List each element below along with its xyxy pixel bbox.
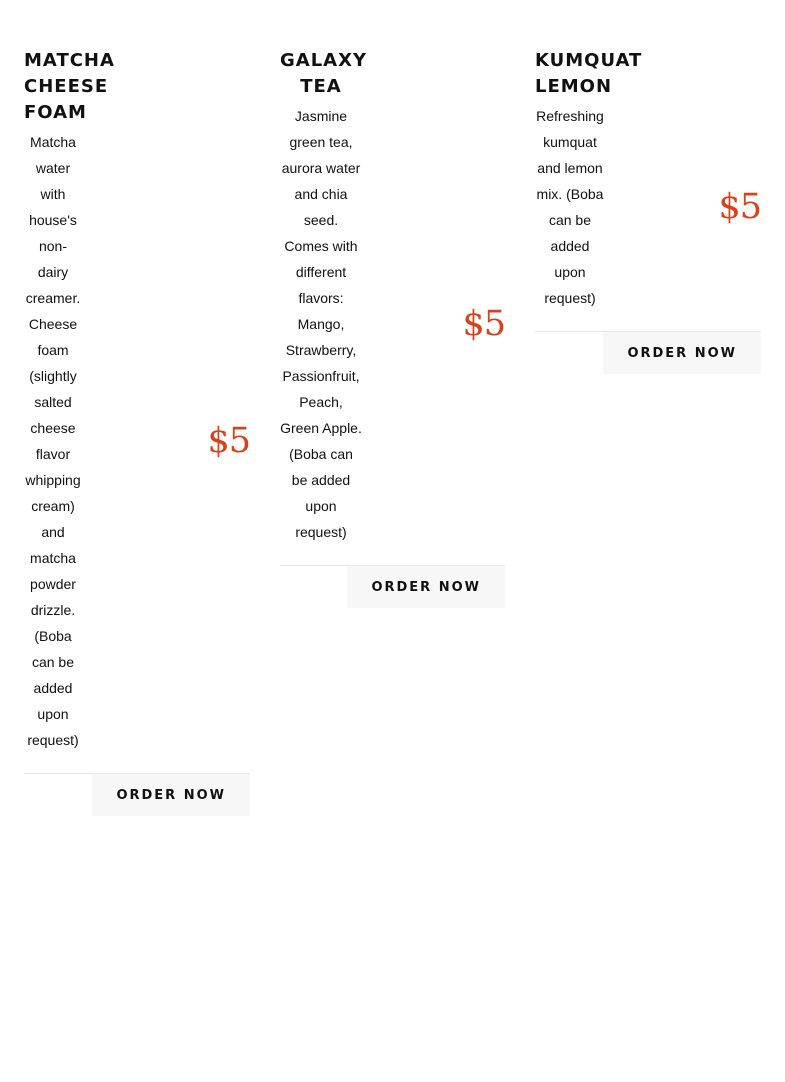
order-now-button[interactable]: ORDER NOW xyxy=(603,332,761,374)
item-title: GALAXY TEA xyxy=(280,50,368,97)
menu-item-matcha-cheese-foam xyxy=(24,48,250,816)
item-body xyxy=(280,103,505,545)
item-body xyxy=(535,103,761,311)
item-body xyxy=(24,129,250,753)
item-description: Matcha water with house's non-dairy creamer. Cheese foam (slightly salted cheese flavor whipping cream) and matcha powder drizzle. (Boba can be added upon request) xyxy=(25,134,81,748)
menu-item-kumquat-lemon xyxy=(535,48,761,374)
order-now-button[interactable]: ORDER NOW xyxy=(347,566,505,608)
item-price: $5 xyxy=(462,303,505,344)
order-wrap xyxy=(280,566,505,608)
item-description: Refreshing kumquat and lemon mix. (Boba can be added upon request) xyxy=(536,108,604,306)
order-wrap xyxy=(535,332,761,374)
item-title: KUMQUAT LEMON xyxy=(535,50,643,97)
item-title: MATCHA CHEESE FOAM xyxy=(24,50,115,123)
item-price: $5 xyxy=(207,420,250,461)
item-description: Jasmine green tea, aurora water and chia seed. Comes with different flavors: Mango, Strawberry, Passionfruit, Peach, Green Apple. (Boba can be added upon request) xyxy=(280,108,362,540)
order-now-button[interactable]: ORDER NOW xyxy=(92,774,250,816)
item-price: $5 xyxy=(718,186,761,227)
menu-item-galaxy-tea xyxy=(280,48,505,608)
order-wrap xyxy=(24,774,250,816)
